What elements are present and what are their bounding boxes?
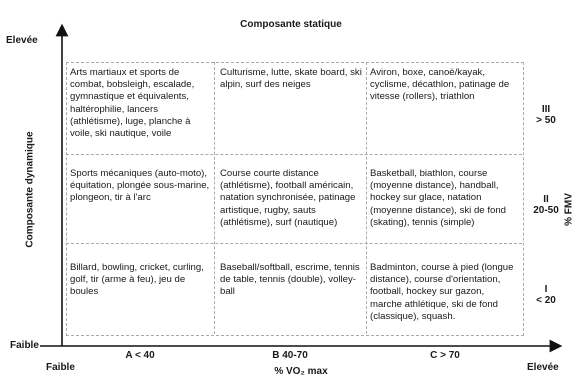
row-roman-1: I (544, 284, 548, 295)
grid-hline-1 (66, 154, 522, 155)
row-range-3: > 50 (536, 115, 556, 126)
grid-hline-2 (66, 243, 522, 244)
right-axis-title: % FMV (563, 193, 575, 226)
row-label-3 (529, 104, 563, 126)
y-axis-top-label: Elevée (6, 35, 38, 46)
cell-III-C: Aviron, boxe, canoë/kayak, cyclisme, décathlon, patinage de vitesse (rollers), triathlon (370, 67, 510, 103)
chart-title: Composante statique (240, 19, 342, 30)
grid-vline-1 (214, 62, 215, 334)
row-range-1: < 20 (536, 295, 556, 306)
cell-I-B: Baseball/softball, escrime, tennis de table, tennis (double), volley-ball (220, 262, 360, 298)
row-roman-2: II (543, 194, 549, 205)
row-range-2: 20-50 (533, 205, 559, 216)
grid-vline-2 (366, 62, 367, 334)
cell-II-A: Sports mécaniques (auto-moto), équitation, plongée sous-marine, plongeon, tir à l'arc (70, 168, 210, 204)
cell-III-B: Culturisme, lutte, skate board, ski alpin, surf des neiges (220, 67, 362, 91)
cell-II-C: Basketball, biathlon, course (moyenne distance), handball, hockey sur glace, natation (moyenne distance), ski de fond (skating), tennis (simple) (370, 168, 506, 228)
cell-III-A: Arts martiaux et sports de combat, bobsleigh, escalade, gymnastique et équivalents, haltérophilie, lancers (athlétisme), luge, planche à voile, ski nautique, voile (70, 67, 195, 140)
x-axis-title-text: % VO₂ max (274, 366, 328, 377)
cell-I-C: Badminton, course à pied (longue distance), course d'orientation, football, hockey sur gazon, marche athlétique, ski de fond (classique), squash. (370, 262, 514, 322)
row-label-1 (529, 284, 563, 306)
x-axis-title (266, 366, 336, 377)
column-label-a: A < 40 (125, 350, 155, 361)
row-label-2 (529, 194, 563, 216)
x-axis-left-label: Faible (46, 362, 75, 373)
column-label-b: B 40-70 (272, 350, 308, 361)
x-axis-right-label: Elevée (527, 362, 559, 373)
y-axis-bottom-label: Faible (10, 340, 39, 351)
row-roman-3: III (541, 104, 551, 115)
cell-I-A: Billard, bowling, cricket, curling, golf, tir (arme à feu), jeu de boules (70, 262, 204, 298)
cell-II-B: Course courte distance (athlétisme), football américain, natation synchronisée, patinage artistique, rugby, sauts (athlétisme), surf (nautique) (220, 168, 356, 228)
y-axis-title: Composante dynamique (24, 131, 36, 248)
column-label-c: C > 70 (430, 350, 460, 361)
